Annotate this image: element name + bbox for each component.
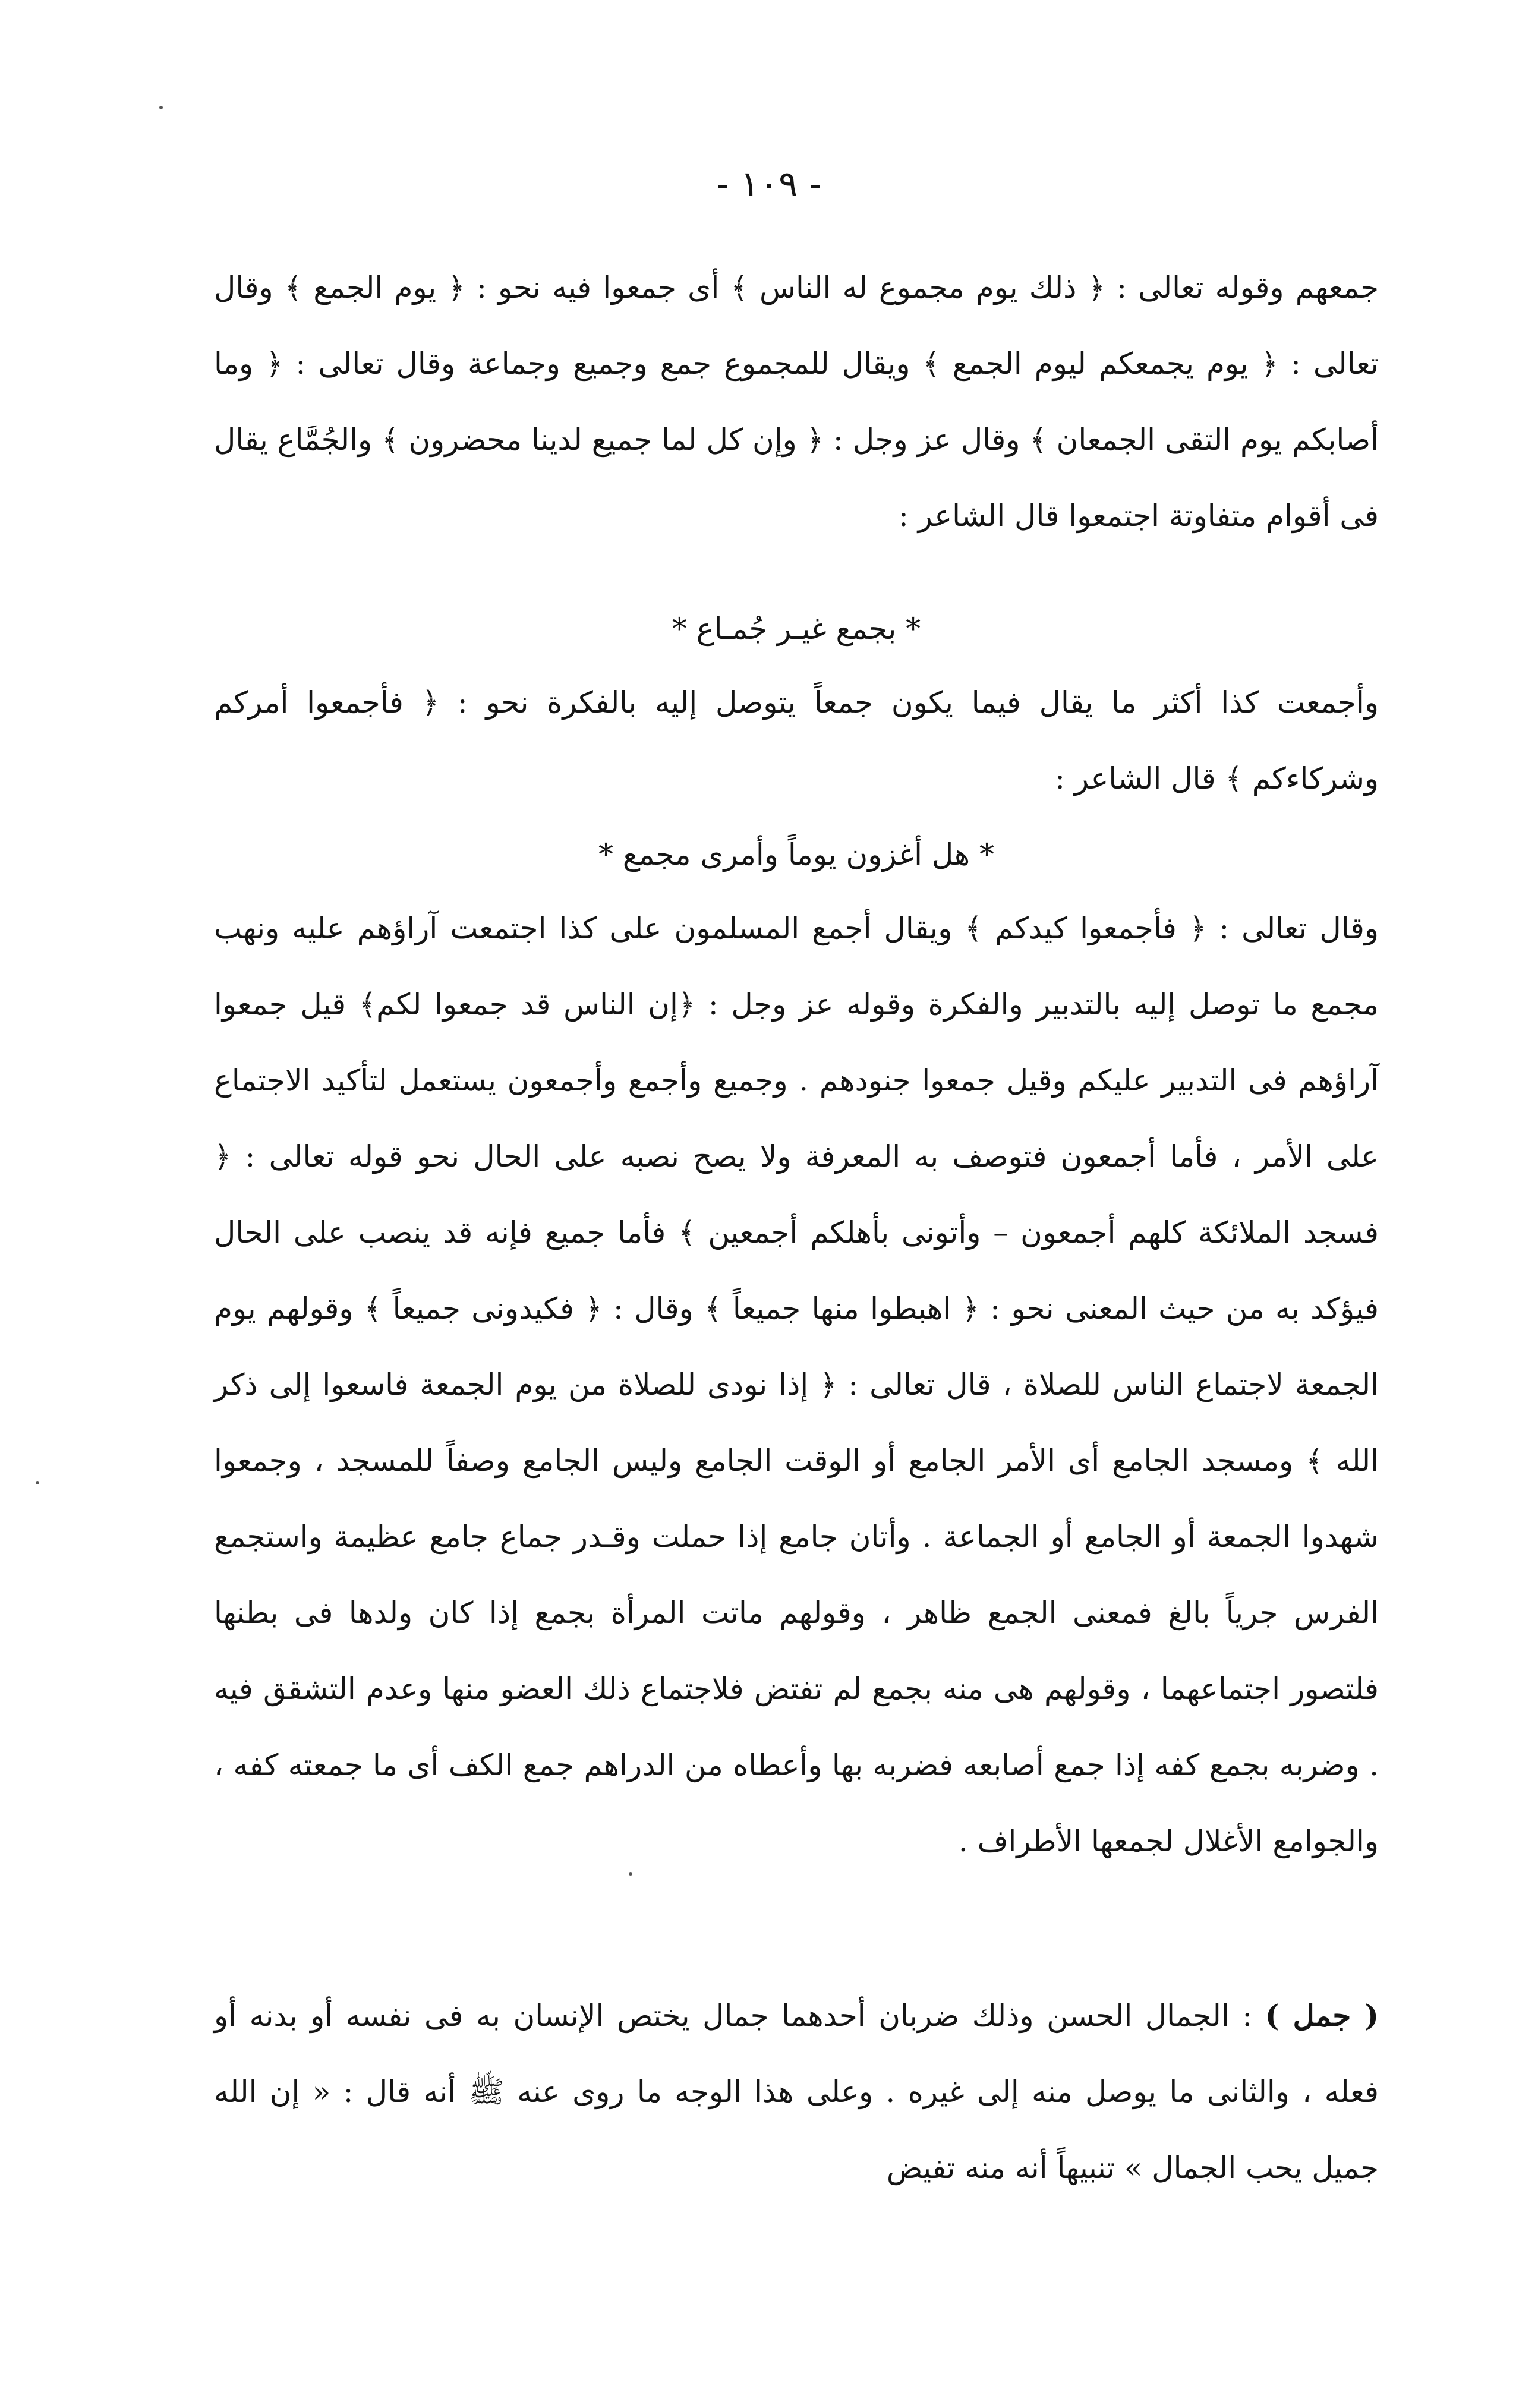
paragraph-ajmaat bbox=[214, 664, 1379, 817]
entry-text: : الجمال الحسن وذلك ضربان أحدهما جمال يختص الإنسان به فى نفسه أو بدنه أو فعله ، والثانى ما يوصل منه إلى غيره . وعلى هذا الوجه ما روى عنه ﷺ أنه قال : « إن الله جميل يحب الجمال » تنبيهاً أنه منه تفيض bbox=[214, 1999, 1379, 2185]
scan-speck bbox=[629, 1872, 632, 1876]
poetry-verse-1: * بجمع غيـر جُمـاع * bbox=[672, 612, 921, 646]
paragraph-jam-definitions bbox=[214, 250, 1379, 554]
entry-heading: ( جمل ) bbox=[1265, 1998, 1379, 2033]
page-number: - ١٠٩ - bbox=[717, 163, 821, 205]
entry-paragraph bbox=[214, 1978, 1379, 2206]
poetry-verse-2: * هل أغزون يوماً وأمرى مجمع * bbox=[598, 837, 994, 872]
paragraph-text: جمعهم وقوله تعالى : ﴿ ذلك يوم مجموع له الناس ﴾ أى جمعوا فيه نحو : ﴿ يوم الجمع ﴾ وقال تعالى : ﴿ يوم يجمعكم ليوم الجمع ﴾ ويقال للمجموع جمع وجميع وجماعة وقال تعالى : ﴿ وما أصابكم يوم التقى الجمعان ﴾ وقال عز وجل : ﴿ وإن كل لما جميع لدينا محضرون ﴾ والجُمَّاع يقال فى أقوام متفاوتة اجتمعوا قال الشاعر : bbox=[214, 270, 1379, 533]
paragraph-text: وأجمعت كذا أكثر ما يقال فيما يكون جمعاً يتوصل إليه بالفكرة نحو : ﴿ فأجمعوا أمركم وشركاءكم ﴾ قال الشاعر : bbox=[214, 685, 1379, 796]
scan-speck bbox=[36, 1481, 39, 1484]
paragraph-text: وقال تعالى : ﴿ فأجمعوا كيدكم ﴾ ويقال أجمع المسلمون على كذا اجتمعت آراؤهم عليه ونهب مجمع ما توصل إليه بالتدبير والفكرة وقوله عز وجل : ﴿إن الناس قد جمعوا لكم﴾ قيل جمعوا آراؤهم فى التدبير عليكم وقيل جمعوا جنودهم . وجميع وأجمع وأجمعون يستعمل لتأكيد الاجتماع على الأمر ، فأما أجمعون فتوصف به المعرفة ولا يصح نصبه على الحال نحو قوله تعالى : ﴿ فسجد الملائكة كلهم أجمعون – وأتونى بأهلكم أجمعين ﴾ فأما جميع فإنه قد ينصب على الحال فيؤكد به من حيث المعنى نحو : ﴿ اهبطوا منها جميعاً ﴾ وقال : ﴿ فكيدونى جميعاً ﴾ وقولهم يوم الجمعة لاجتماع الناس للصلاة ، قال تعالى : ﴿ إذا نودى للصلاة من يوم الجمعة فاسعوا إلى ذكر الله ﴾ ومسجد الجامع أى الأمر الجامع أو الوقت الجامع وليس الجامع وصفاً للمسجد ، وجمعوا شهدوا الجمعة أو الجامع أو الجماعة . وأتان جامع إذا حملت وقـدر جماع جامع عظيمة واستجمع الفرس جرياً بالغ فمعنى الجمع ظاهر ، وقولهم ماتت المرأة بجمع إذا كان ولدها فى بطنها فلتصور اجتماعهما ، وقولهم هى منه بجمع لم تفتض فلاجتماع ذلك العضو منها وعدم التشقق فيه . وضربه بجمع كفه إذا جمع أصابعه فضربه بها وأعطاه من الدراهم جمع الكف أى ما جمعته كفه ، والجوامع الأغلال لجمعها الأطراف . bbox=[214, 911, 1379, 1858]
scan-speck bbox=[159, 106, 163, 109]
entry-jamal bbox=[214, 1978, 1379, 2206]
paragraph-ajmau-usage bbox=[214, 890, 1379, 1879]
